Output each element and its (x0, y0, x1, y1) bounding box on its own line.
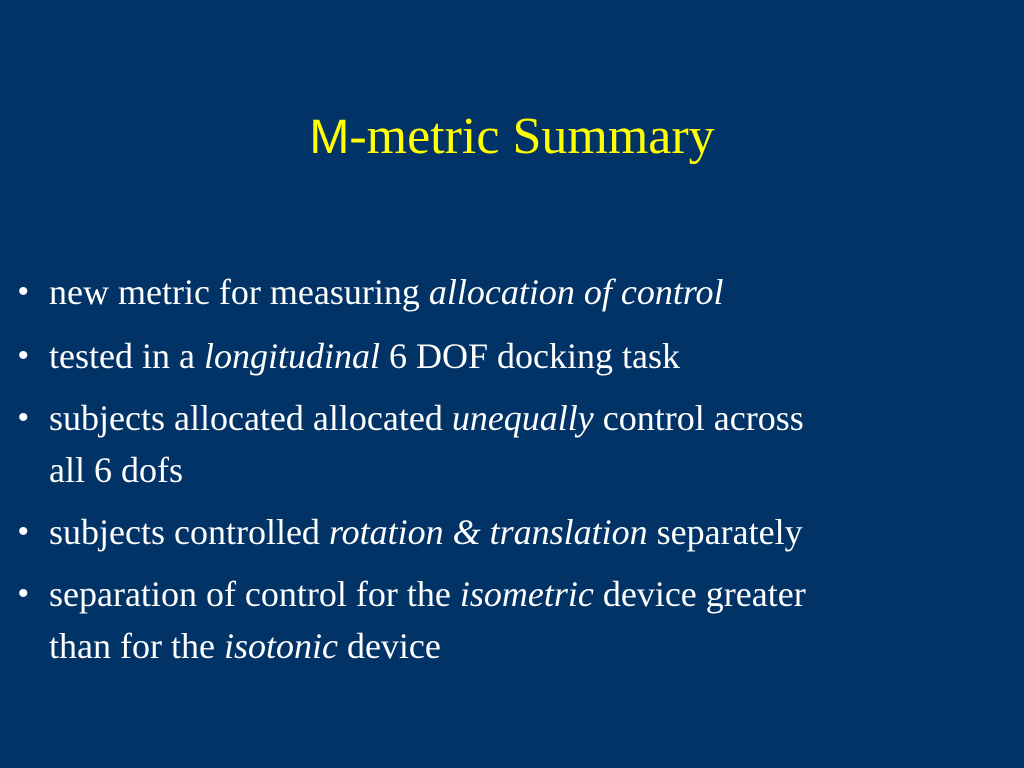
bullet-4-text-a: subjects controlled (49, 512, 329, 552)
bullet-item-5 (18, 568, 1018, 672)
bullet-4-text-c: separately (647, 512, 803, 552)
bullet-5-line-1 (49, 568, 1018, 620)
bullet-item-1 (18, 264, 1018, 320)
bullet-3-text-d: all 6 dofs (49, 450, 183, 490)
bullet-2-text-b: longitudinal (203, 336, 380, 376)
bullet-5-text-a: separation of control for the (49, 574, 460, 614)
bullet-3-text-a: subjects allocated allocated (49, 398, 452, 438)
bullet-5-text-c: device greater (593, 574, 806, 614)
bullet-5-text-b: isometric (459, 574, 594, 614)
bullet-item-2 (18, 328, 1018, 384)
bullet-5-text-d: than for the (49, 626, 224, 666)
bullet-3-text-b: unequally (451, 398, 594, 438)
bullet-3-text-c: control across (593, 398, 804, 438)
bullet-5-text-f: device (337, 626, 441, 666)
bullet-3-line-2 (49, 444, 1018, 496)
bullet-1-text-b: allocation of control (428, 272, 724, 312)
bullet-dot-icon: • (18, 401, 29, 434)
bullet-list (18, 264, 1018, 680)
bullet-2-text-c: 6 DOF docking task (379, 336, 680, 376)
bullet-dot-icon: • (18, 577, 29, 610)
bullet-4-text-b: rotation & translation (328, 512, 648, 552)
bullet-item-3 (18, 392, 1018, 496)
bullet-2-text-a: tested in a (49, 336, 204, 376)
slide-title (0, 102, 1024, 173)
bullet-item-4 (18, 504, 1018, 560)
title-text: -metric Summary (349, 108, 715, 165)
bullet-dot-icon: • (18, 275, 29, 308)
bullet-1-text-a: new metric for measuring (49, 272, 429, 312)
bullet-5-text-e: isotonic (223, 626, 338, 666)
bullet-3-line-1 (49, 392, 1018, 444)
title-m-symbol: M (309, 111, 350, 164)
bullet-dot-icon: • (18, 515, 29, 548)
bullet-5-line-2 (49, 620, 1018, 672)
bullet-dot-icon: • (18, 339, 29, 372)
